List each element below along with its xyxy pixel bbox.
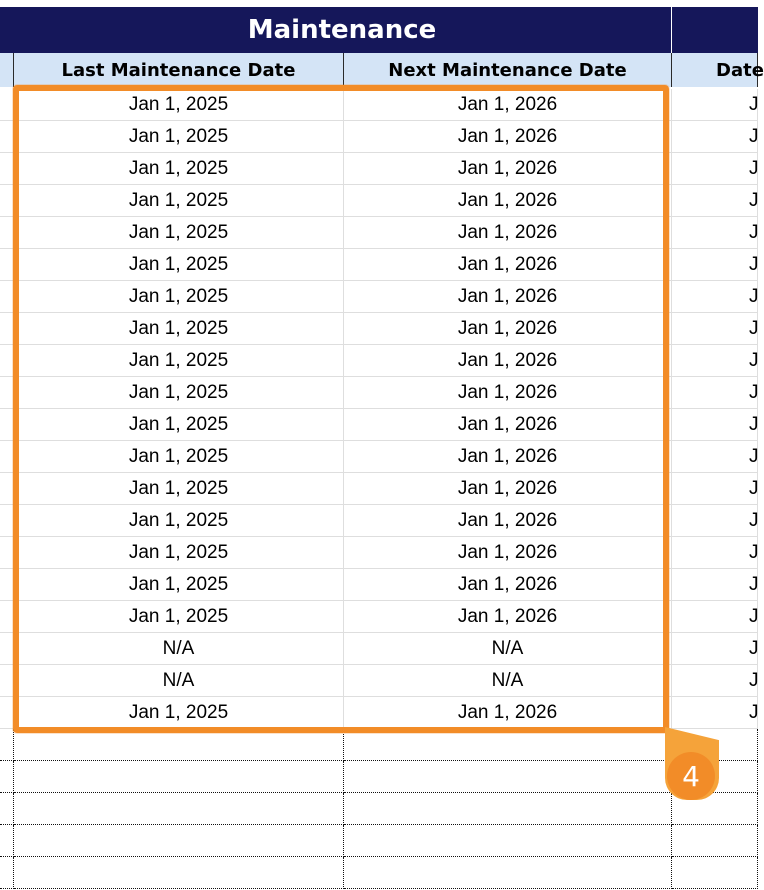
row-edge-cell[interactable]	[0, 281, 14, 313]
row-edge-cell[interactable]	[0, 249, 14, 281]
date-cell[interactable]: J	[672, 409, 758, 441]
next-maintenance-date-cell[interactable]: Jan 1, 2026	[344, 313, 672, 345]
last-maintenance-date-cell[interactable]: Jan 1, 2025	[14, 217, 344, 249]
next-maintenance-date-cell[interactable]: Jan 1, 2026	[344, 281, 672, 313]
date-cell[interactable]: J	[672, 697, 758, 729]
empty-cell[interactable]	[14, 857, 344, 889]
next-maintenance-date-cell[interactable]: Jan 1, 2026	[344, 345, 672, 377]
row-edge-cell[interactable]	[0, 89, 14, 121]
date-cell[interactable]: J	[672, 345, 758, 377]
next-maintenance-date-cell[interactable]: Jan 1, 2026	[344, 569, 672, 601]
row-edge-cell[interactable]	[0, 569, 14, 601]
next-maintenance-date-cell[interactable]: Jan 1, 2026	[344, 697, 672, 729]
last-maintenance-date-cell[interactable]: Jan 1, 2025	[14, 185, 344, 217]
next-maintenance-date-cell[interactable]: Jan 1, 2026	[344, 153, 672, 185]
date-cell[interactable]: J	[672, 313, 758, 345]
empty-cell[interactable]	[14, 825, 344, 857]
date-cell[interactable]: J	[672, 121, 758, 153]
date-cell[interactable]: J	[672, 441, 758, 473]
section-header-maintenance[interactable]: Maintenance	[13, 7, 672, 53]
next-maintenance-date-cell[interactable]: Jan 1, 2026	[344, 121, 672, 153]
empty-cell[interactable]	[344, 857, 672, 889]
next-maintenance-date-cell[interactable]: Jan 1, 2026	[344, 537, 672, 569]
column-header-next-maintenance-date[interactable]: Next Maintenance Date	[344, 53, 672, 87]
section-header-left-edge[interactable]	[0, 7, 13, 53]
empty-cell[interactable]	[14, 793, 344, 825]
row-edge-cell[interactable]	[0, 377, 14, 409]
empty-cell[interactable]	[0, 761, 14, 793]
date-cell[interactable]: J	[672, 473, 758, 505]
next-maintenance-date-cell[interactable]: Jan 1, 2026	[344, 441, 672, 473]
date-cell[interactable]: J	[672, 217, 758, 249]
next-maintenance-date-cell[interactable]: Jan 1, 2026	[344, 473, 672, 505]
date-cell[interactable]: J	[672, 505, 758, 537]
empty-cell[interactable]	[14, 761, 344, 793]
row-edge-cell[interactable]	[0, 505, 14, 537]
next-maintenance-date-cell[interactable]: Jan 1, 2026	[344, 377, 672, 409]
row-edge-cell[interactable]	[0, 409, 14, 441]
next-maintenance-date-cell[interactable]: N/A	[344, 665, 672, 697]
last-maintenance-date-cell[interactable]: Jan 1, 2025	[14, 89, 344, 121]
empty-cell[interactable]	[14, 729, 344, 761]
empty-cell[interactable]	[344, 825, 672, 857]
date-cell[interactable]: J	[672, 281, 758, 313]
next-maintenance-date-cell[interactable]: Jan 1, 2026	[344, 505, 672, 537]
next-maintenance-date-cell[interactable]: Jan 1, 2026	[344, 601, 672, 633]
empty-cell[interactable]	[0, 793, 14, 825]
section-header-next[interactable]	[672, 7, 758, 53]
row-edge-cell[interactable]	[0, 665, 14, 697]
column-header-left-edge[interactable]	[0, 53, 14, 87]
last-maintenance-date-cell[interactable]: Jan 1, 2025	[14, 313, 344, 345]
last-maintenance-date-cell[interactable]: Jan 1, 2025	[14, 505, 344, 537]
date-cell[interactable]: J	[672, 601, 758, 633]
last-maintenance-date-cell[interactable]: Jan 1, 2025	[14, 345, 344, 377]
row-edge-cell[interactable]	[0, 441, 14, 473]
last-maintenance-date-cell[interactable]: N/A	[14, 665, 344, 697]
last-maintenance-date-cell[interactable]: Jan 1, 2025	[14, 249, 344, 281]
date-cell[interactable]: J	[672, 249, 758, 281]
empty-cell[interactable]	[0, 729, 14, 761]
row-edge-cell[interactable]	[0, 313, 14, 345]
date-cell[interactable]: J	[672, 185, 758, 217]
last-maintenance-date-cell[interactable]: Jan 1, 2025	[14, 473, 344, 505]
last-maintenance-date-cell[interactable]: Jan 1, 2025	[14, 601, 344, 633]
row-edge-cell[interactable]	[0, 185, 14, 217]
empty-cell[interactable]	[0, 857, 14, 889]
empty-cell[interactable]	[344, 793, 672, 825]
last-maintenance-date-cell[interactable]: Jan 1, 2025	[14, 697, 344, 729]
next-maintenance-date-cell[interactable]: Jan 1, 2026	[344, 409, 672, 441]
row-edge-cell[interactable]	[0, 633, 14, 665]
empty-cell[interactable]	[344, 729, 672, 761]
last-maintenance-date-cell[interactable]: Jan 1, 2025	[14, 121, 344, 153]
last-maintenance-date-cell[interactable]: Jan 1, 2025	[14, 409, 344, 441]
last-maintenance-date-cell[interactable]: Jan 1, 2025	[14, 281, 344, 313]
empty-cell[interactable]	[672, 825, 758, 857]
next-maintenance-date-cell[interactable]: Jan 1, 2026	[344, 217, 672, 249]
last-maintenance-date-cell[interactable]: Jan 1, 2025	[14, 441, 344, 473]
empty-cell[interactable]	[0, 825, 14, 857]
row-edge-cell[interactable]	[0, 697, 14, 729]
next-maintenance-date-cell[interactable]: Jan 1, 2026	[344, 185, 672, 217]
date-cell[interactable]: J	[672, 89, 758, 121]
last-maintenance-date-cell[interactable]: Jan 1, 2025	[14, 537, 344, 569]
row-edge-cell[interactable]	[0, 153, 14, 185]
row-edge-cell[interactable]	[0, 217, 14, 249]
row-edge-cell[interactable]	[0, 537, 14, 569]
date-cell[interactable]: J	[672, 377, 758, 409]
next-maintenance-date-cell[interactable]: Jan 1, 2026	[344, 89, 672, 121]
row-edge-cell[interactable]	[0, 601, 14, 633]
date-cell[interactable]: J	[672, 537, 758, 569]
row-edge-cell[interactable]	[0, 121, 14, 153]
last-maintenance-date-cell[interactable]: Jan 1, 2025	[14, 569, 344, 601]
date-cell[interactable]: J	[672, 665, 758, 697]
row-edge-cell[interactable]	[0, 473, 14, 505]
row-edge-cell[interactable]	[0, 345, 14, 377]
top-strip	[0, 0, 758, 7]
last-maintenance-date-cell[interactable]: Jan 1, 2025	[14, 153, 344, 185]
last-maintenance-date-cell[interactable]: N/A	[14, 633, 344, 665]
next-maintenance-date-cell[interactable]: N/A	[344, 633, 672, 665]
next-maintenance-date-cell[interactable]: Jan 1, 2026	[344, 249, 672, 281]
empty-cell[interactable]	[672, 857, 758, 889]
column-header-date[interactable]: Date	[672, 53, 758, 87]
callout-badge: 4	[667, 752, 715, 800]
date-cell[interactable]: J	[672, 153, 758, 185]
last-maintenance-date-cell[interactable]: Jan 1, 2025	[14, 377, 344, 409]
date-cell[interactable]: J	[672, 569, 758, 601]
column-header-last-maintenance-date[interactable]: Last Maintenance Date	[14, 53, 344, 87]
empty-cell[interactable]	[344, 761, 672, 793]
date-cell[interactable]: J	[672, 633, 758, 665]
